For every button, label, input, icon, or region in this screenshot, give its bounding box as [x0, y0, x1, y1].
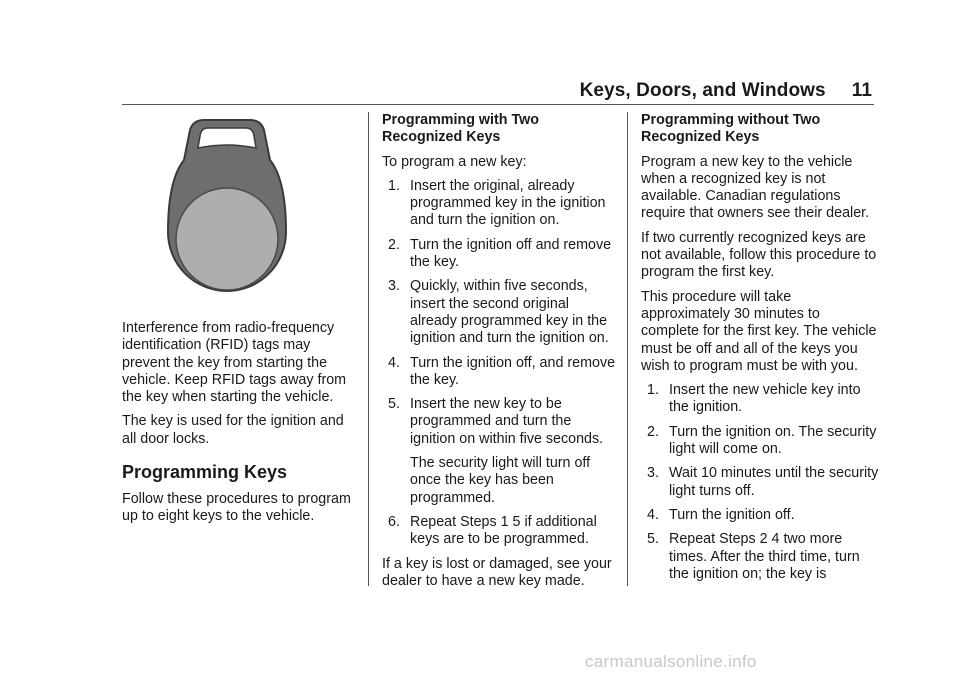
two-keys-heading: Programming with Two Recognized Keys [382, 112, 540, 146]
rfid-key-fob-icon [166, 114, 288, 300]
column-2 [382, 112, 616, 597]
rfid-paragraph: Interference from radio-frequency identification (RFID) tags may prevent the key from starting the vehicle. Keep RFID tags away from the key when starting the vehicle. [122, 320, 347, 406]
list-item: 4. Turn the ignition off. [647, 506, 795, 523]
column-divider-2 [627, 112, 628, 586]
column-divider-1 [368, 112, 369, 586]
programming-keys-heading: Programming Keys [122, 462, 288, 483]
list-item: 2. Turn the ignition off and remove the key. [388, 236, 612, 271]
lost-key-paragraph: If a key is lost or damaged, see your dealer to have a new key made. [382, 555, 612, 589]
without-keys-paragraph-2: If two currently recognized keys are not available, follow this procedure to program the first key. [641, 229, 877, 281]
section-title: Keys, Doors, and Windows [579, 80, 826, 101]
list-item: 4. Turn the ignition off, and remove the key. [388, 354, 616, 388]
two-keys-intro: To program a new key: [382, 153, 527, 170]
without-keys-paragraph-3: This procedure will take approximately 30 minutes to complete for the first key. The vehicle must be off and all of the keys you wish to program must be with you. [641, 288, 877, 374]
list-item: 2. Turn the ignition on. The security light will come on. [647, 423, 877, 458]
without-keys-steps [641, 382, 881, 583]
without-keys-paragraph-1: Program a new key to the vehicle when a recognized key is not available. Canadian regulations require that owners see their dealer. [641, 153, 870, 222]
list-item: 5. Repeat Steps 2 4 two more times. After the third time, turn the ignition on; the key is [647, 531, 860, 582]
programming-intro-paragraph: Follow these procedures to program up to eight keys to the vehicle. [122, 491, 351, 525]
list-item: 6. Repeat Steps 1 5 if additional keys are to be programmed. [388, 513, 597, 548]
step-note: The security light will turn off once the key has been programmed. [410, 455, 591, 506]
header-rule [122, 104, 874, 105]
list-item: 1. Insert the original, already programmed key in the ignition and turn the ignition on. [388, 177, 606, 229]
two-keys-steps [382, 178, 616, 549]
list-item: 3. Wait 10 minutes until the security light turns off. [647, 465, 879, 499]
page-number: 11 [851, 80, 872, 101]
column-3 [641, 112, 881, 590]
list-item: 5. Insert the new key to be programmed and turn the ignition on within five seconds. The security light will turn off once the key has been programmed. [382, 396, 616, 507]
without-two-keys-heading: Programming without Two Recognized Keys [641, 112, 821, 146]
page-header [580, 80, 872, 102]
watermark: carmanualsonline.info [585, 652, 757, 671]
list-item: 1. Insert the new vehicle key into the ignition. [647, 382, 861, 416]
list-item: 3. Quickly, within five seconds, insert the second original already programmed key in the ignition and turn the ignition on. [388, 278, 609, 347]
column-1 [122, 112, 354, 533]
key-usage-paragraph: The key is used for the ignition and all door locks. [122, 413, 344, 447]
